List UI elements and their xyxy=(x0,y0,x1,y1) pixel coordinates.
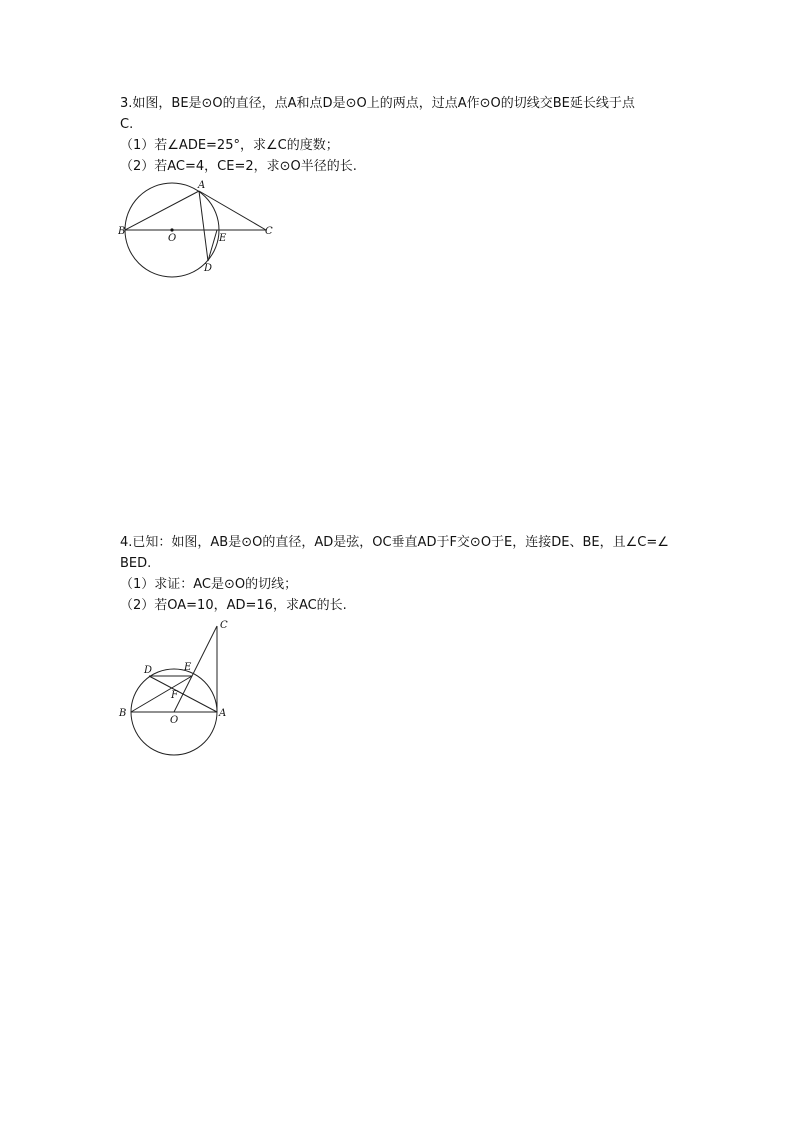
chord-ba xyxy=(125,191,199,230)
chord-ad xyxy=(199,191,208,261)
label-d: D xyxy=(144,665,153,676)
problem-4-question-2: （2）若OA=10，AD=16，求AC的长. xyxy=(120,598,347,613)
problem-3-question-1: （1）若∠ADE=25°，求∠C的度数； xyxy=(120,138,339,153)
label-e: E xyxy=(219,233,227,244)
problem-4-figure xyxy=(116,616,236,758)
label-d: D xyxy=(204,263,213,274)
center-point xyxy=(170,228,173,231)
label-o: O xyxy=(168,233,177,244)
label-a: A xyxy=(219,708,227,719)
label-o: O xyxy=(170,715,179,726)
label-e: E xyxy=(184,662,192,673)
problem-4-statement-line-2: BED. xyxy=(120,556,152,571)
tangent-ac xyxy=(199,191,266,230)
problem-3-statement-line-1: 3.如图，BE是⊙O的直径，点A和点D是⊙O上的两点，过点A作⊙O的切线交BE延长线于点 xyxy=(120,96,635,111)
chord-de xyxy=(208,230,217,261)
label-b: B xyxy=(119,708,127,719)
problem-3-figure xyxy=(118,178,274,278)
label-f: F xyxy=(171,690,178,701)
problem-3-question-2: （2）若AC=4，CE=2，求⊙O半径的长. xyxy=(120,159,357,174)
problem-4-statement-line-1: 4.已知：如图，AB是⊙O的直径，AD是弦，OC垂直AD于F交⊙O于E，连接DE、BE，且∠C=∠ xyxy=(120,535,669,550)
label-b: B xyxy=(118,226,126,237)
label-c: C xyxy=(265,226,273,237)
label-a: A xyxy=(198,180,206,191)
problem-3-statement-line-2: C. xyxy=(120,117,134,132)
label-c: C xyxy=(220,620,228,631)
problem-4-question-1: （1）求证：AC是⊙O的切线； xyxy=(120,577,298,592)
